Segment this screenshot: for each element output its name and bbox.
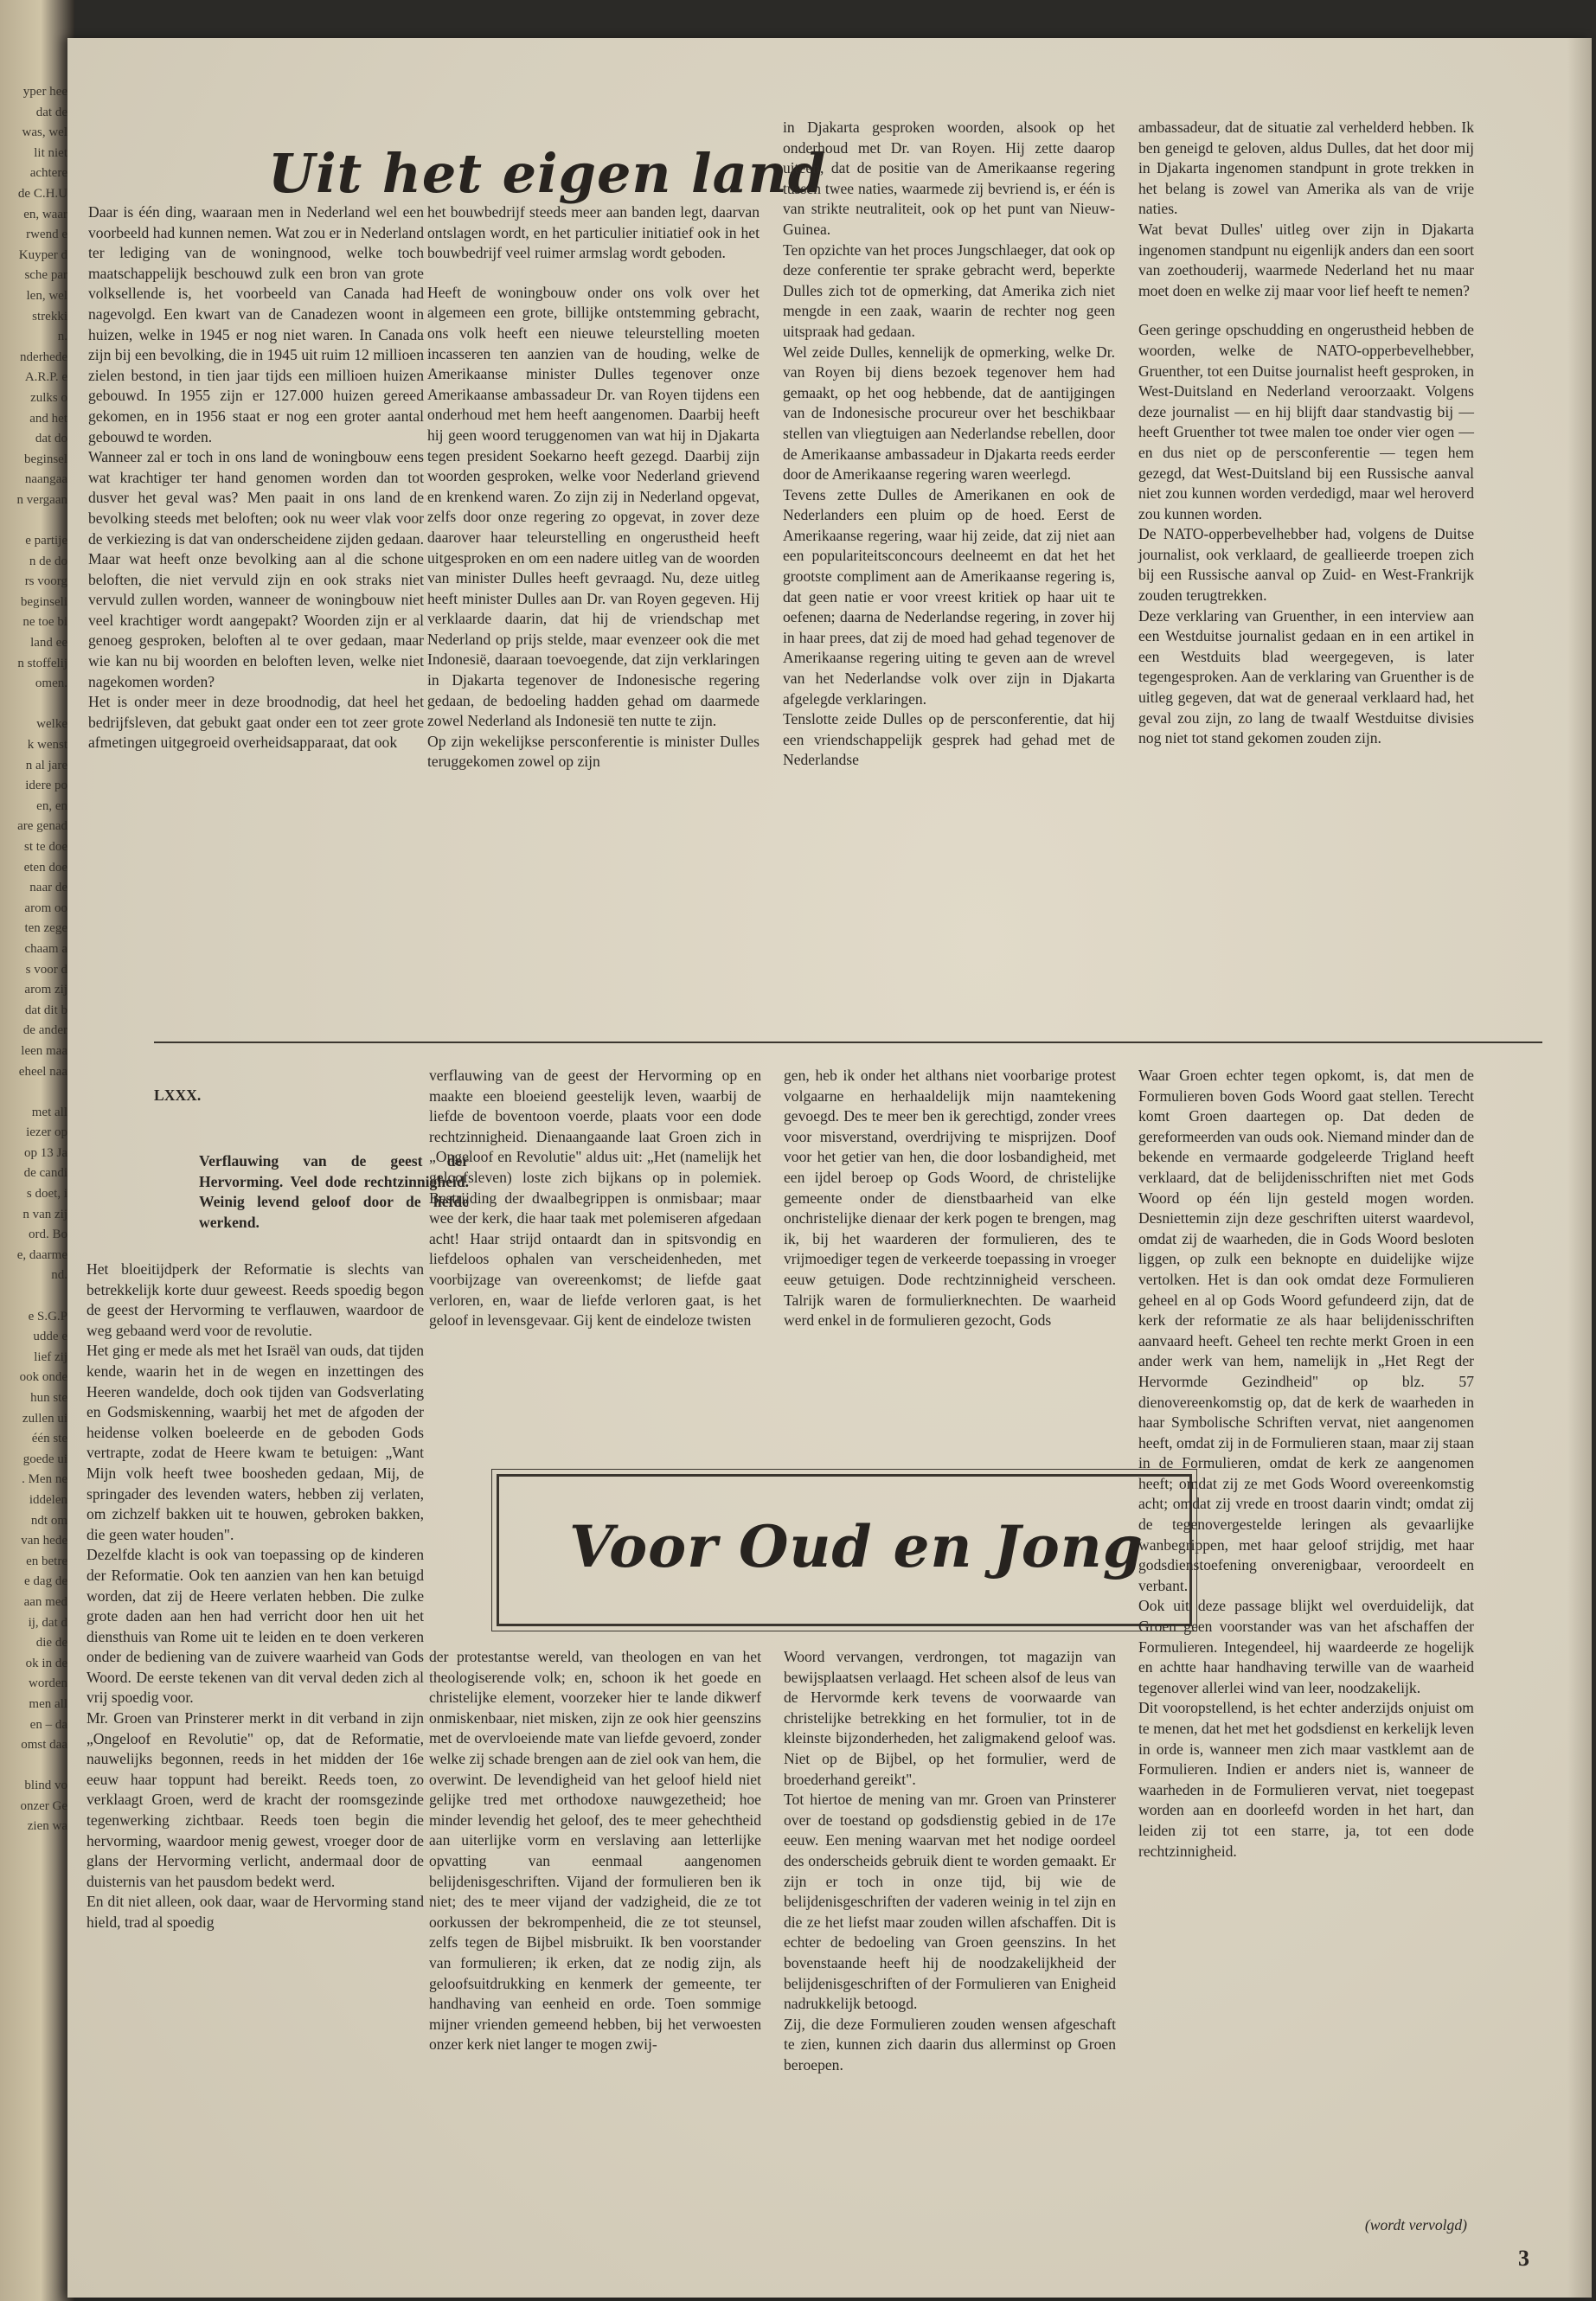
binding-line: zullen ui: [22, 1411, 67, 1426]
binding-line: n de do: [29, 554, 67, 568]
binding-line: blind vo: [24, 1779, 67, 1793]
paragraph: Heeft de woningbouw onder ons volk over het algemeen een grote, billijke ontstemming gebracht, ons volk heeft een nieuwe teleurstelling moeten incasseren ten aanzien van de houding, welke de Amerikaanse minister Dulles tegenover onze Amerikaanse ambassadeur Dr. van Royen tijdens een onderhoud met hem heeft aangenomen. Daarbij heeft hij geen woord teruggenomen van wat hij in Djakarta tegen president Soekarno heeft gezegd. Daarbij zijn woorden gesproken, welke voor Nederland grievend en krenkend waren. Zo zijn zij in Nederland opgevat, zelfs door onze regering zo opgevat, in zover deze daarover haar teleurstelling en ongerustheid heeft uitgesproken en om een nadere uitleg van de woorden van minister Dulles heeft gevraagd. Nu, deze uitleg heeft minister Dulles aan Dr. van Royen gegeven. Hij verklaarde daarin, dat hij de vriendschap met Nederland op prijs stelde, maar evenzeer ook die met Indonesië, daaraan toevoegende, dat zijn verklaringen in Djakarta tegenover de Indonesische regering gedaan, de bedoeling hadden gehad om daarmede zowel Nederland als Indonesië ten nutte te zijn.: [427, 283, 760, 730]
binding-line: achtere: [29, 166, 67, 181]
binding-line: leen maa: [21, 1043, 67, 1058]
binding-text: [2, 82, 67, 1837]
binding-line: hun ste: [30, 1391, 67, 1405]
paragraph: Mr. Groen van Prinsterer merkt in dit verband in zijn „Ongeloof en Revolutie" op, dat de Reformatie, nauwelijks begonnen, reeds in het midden der 16e eeuw haar toppunt had bereikt. Reeds toen, zo verklaagt Groen, werd de kracht der roomsgezinde tegenwerking zichtbaar. Reeds toen begin die hervorming, waardoor menig gewest, vroeger door de glans der Hervorming verlicht, andermaal door de duisternis van het pausdom bedekt werd.: [87, 1709, 424, 1890]
paragraph: Ook uit deze passage blijkt wel overduidelijk, dat Groen geen voorstander was van het afschaffen der Formulieren. Integendeel, hij waardeerde ze hogelijk en achtte haar handhaving terwille van de waarheid tegenover allerlei wind van leer, noodzakelijk.: [1138, 1597, 1474, 1696]
binding-line: en betre: [26, 1554, 67, 1568]
article-lead: Verflauwing van de geest der Hervorming. Veel dode rechtzinnigheid. Weinig levend geloof door de liefde werkend.: [199, 1152, 469, 1231]
binding-line: lit niet: [34, 145, 67, 160]
binding-line: één ste: [31, 1432, 67, 1446]
page-edge-shadow: [1567, 38, 1592, 2298]
section1-column-2: [427, 202, 760, 772]
binding-line: s voor d: [25, 962, 67, 977]
paragraph: Deze verklaring van Gruenther, in een interview aan een Westduitse journalist gedaan en in een artikel in een Westduits blad weergegeven, is later tegengesproken. Aan de verklaring van Gruenther is de uitleg gegeven, dat wat de generaal verklaard had, het geval zou zijn, zo lang de twaalf Westduitse divisies nog niet tot stand gekomen zouden zijn.: [1138, 606, 1474, 747]
section2-column-4: [1138, 1066, 1474, 1862]
binding-line: e partije: [25, 534, 67, 548]
binding-line: de candi: [23, 1166, 67, 1181]
paragraph: Het is onder meer in deze broodnodig, dat heel het bedrijfsleven, dat gebukt gaat onder een tot zeer grote afmetingen uitgegroeid overheidsapparaat, dat ook: [88, 693, 424, 752]
paragraph: der protestantse wereld, van theologen en van het theologiserende volk; en, schoon ik het goede en christelijke element, voorzeker hier te lande dikwerf onmiskenbaar, niet misken, zijn ze ook hier geenszins met de overvloeiende mate van liefde gevoerd, zonder welke zij schade brengen aan de ziel ook van hem, die overwint. De levendigheid van het geloof hield niet gelijke tred met orthodoxe nauwgezetheid; hoe minder levendig het geloof, des te meer gehechtheid aan uiterlijke vorm en verslaving aan letterlijke opvatting van eenmaal aangenomen belijdenisgeschriften. Vijand der formulieren ben ik niet; des te meer vijand der vadzigheid, die ze tot oorkussen der bekrompenheid, die ze tot steunsel, zelfs tegen de Bijbel misbruikt. Ik ben voorstander van formulieren; ik erken, dat ze nodig zijn, als geloofsuitdrukking en kenmerk der gemeente, ter handhaving van eenheid en orde. Toen sommige mijner vrienden gemeend hebben, bij het verwoesten onzer kerk niet langer te mogen zwij-: [429, 1648, 761, 2054]
binding-line: arom zij: [24, 983, 67, 997]
binding-line: omst daa: [21, 1738, 67, 1753]
binding-line: n van zij: [22, 1207, 67, 1221]
binding-line: e, daarme: [16, 1247, 67, 1262]
binding-line: [2, 695, 67, 715]
paragraph: Ten opzichte van het proces Jungschlaeger, dat ook op deze conferentie ter sprake gebracht werd, beperkte Dulles zich tot de opmerking, dat Amerika zich niet mengde in een zaak, waarin de rechter nog geen uitspraak had gedaan.: [783, 240, 1115, 340]
paragraph: ambassadeur, dat de situatie zal verhelderd hebben. Ik ben geneigd te geloven, aldus Dulles, dat het door mij in Djakarta ingenomen standpunt in grote trekken in het belang is zowel van Amerika als van de vrije naties.: [1138, 119, 1474, 218]
binding-line: die de: [35, 1636, 67, 1650]
binding-line: n vergaan: [16, 492, 67, 507]
binding-line: ne toe bi: [22, 615, 67, 630]
binding-line: ook onde: [19, 1370, 67, 1385]
page-number: 3: [1518, 2246, 1529, 2271]
binding-line: st te doe: [24, 839, 67, 854]
binding-line: beginsel: [24, 452, 67, 466]
paragraph: Geen geringe opschudding en ongerustheid hebben de woorden, welke de NATO-opperbevelhebber, Gruenther, tot een Duitse journalist heeft gesproken, in West-Duitsland en Nederland veroorzaakt. Volgens deze journalist — en hij blijft daar standvastig bij — heeft Gruenther tot twee malen toe onder vier ogen — en dus niet op de persconferentie — tegen hem gezegd, dat West-Duitsland bij een Russische aanval niet zou kunnen worden verdedigd, maar wel heroverd zou kunnen worden.: [1138, 321, 1474, 522]
binding-line: dat dit b: [24, 1003, 67, 1017]
binding-line: e dag de: [24, 1574, 67, 1589]
newspaper-page: [67, 38, 1592, 2298]
binding-line: A.R.P. e: [24, 370, 67, 385]
binding-line: onzer Ge: [20, 1798, 67, 1813]
binding-line: nderhede: [20, 349, 67, 364]
binding-line: n.: [57, 330, 67, 344]
binding-line: [2, 1286, 67, 1307]
paragraph: in Djakarta gesproken woorden, alsook op het onderhoud met Dr. van Royen. Hij zette daarop uiteen, dat de positie van de Amerikaanse regering tussen twee naties, waarmede zij bevriend is, er één is van strikte neutraliteit, ook op het punt van Nieuw-Guinea.: [783, 119, 1115, 238]
binding-line: ten zege: [24, 921, 67, 936]
section1-column-3: [783, 118, 1115, 771]
binding-line: iddelen: [29, 1492, 67, 1507]
binding-line: zulks o: [30, 390, 67, 405]
section1-column-4: [1138, 118, 1474, 749]
section-divider-line: [154, 1042, 1542, 1043]
paragraph: Tenslotte zeide Dulles op de persconferentie, dat hij een vriendschappelijk gesprek had gehad met de Nederlandse: [783, 710, 1115, 769]
paragraph: Woord vervangen, verdrongen, tot magazijn van bewijsplaatsen verlaagd. Het scheen alsof de leus van de Hervormde kerk tevens de voorwaarde van christelijke betrekking en het formulier, tot in de kleinste bijzonderheden, het zaligmakend geloof was. Niet op de Bijbel, op het formulier, werd de broederhand gereikt".: [784, 1648, 1116, 1788]
binding-line: s doet, i: [26, 1187, 67, 1202]
binding-line: en – da: [29, 1717, 67, 1732]
binding-line: goede ui: [22, 1452, 67, 1466]
binding-line: omen.: [35, 676, 67, 691]
binding-line: iezer op: [26, 1125, 67, 1140]
binding-line: ij, dat d: [28, 1615, 67, 1630]
binding-line: eheel naa: [18, 1064, 67, 1079]
binding-line: naangaa: [24, 472, 67, 487]
binding-line: land ee: [30, 636, 67, 651]
section1-column-1: [88, 202, 424, 753]
paragraph: Tot hiertoe de mening van mr. Groen van Prinsterer over de toestand op godsdienstig gebied in de 17e eeuw. Een mening waarvan met het nodige oordeel des onderscheids gebruik dient te worden gemaakt. Er zijn er toch in onze tijd, bij wie de belijdenisgeschriften der vaderen weinig in tel zijn en die ze het liefst maar zouden willen afschaffen. Dit is echter de bedoeling van Groen geenszins. In het bovenstaande heeft hij de noodzakelijkheid der belijdenisgeschriften of der Formulieren van Enigheid nadrukkelijk betoogd.: [784, 1791, 1116, 2013]
paragraph: Zij, die deze Formulieren zouden wensen afgeschaft te zien, kunnen zich daarin dus allerminst op Groen beroepen.: [784, 2015, 1116, 2073]
section-title-voor-oud-en-jong: Voor Oud en Jong: [569, 1513, 1144, 1580]
paragraph: Dezelfde klacht is ook van toepassing op de kinderen der Reformatie. Ook ten aanzien van hen kan betuigd worden, dat zij de Heere verlaten hebben. Die zulke grote daden aan hen had verricht door hen uit het diensthuis van Rome uit te leiden en te doen verkeren onder de bediening van de zuivere waarheid van Gods Woord. De eerste tekenen van dit verval deden zich al vrij spoedig voor.: [87, 1546, 424, 1707]
binding-line: men all: [29, 1696, 67, 1711]
binding-line: idere po: [25, 779, 67, 793]
binding-line: sche par: [24, 268, 67, 283]
binding-line: [2, 510, 67, 531]
binding-line: ok in de: [25, 1656, 67, 1670]
paragraph: En dit niet alleen, ook daar, waar de Hervorming stand hield, trad al spoedig: [87, 1893, 424, 1931]
section2-column-2-top: [429, 1066, 761, 1331]
binding-line: strekki: [32, 309, 67, 324]
binding-line: yper hee: [22, 85, 67, 99]
paragraph: Het bloeitijdperk der Reformatie is slechts van betrekkelijk korte duur geweest. Reeds spoedig begon de geest der Hervorming te verflauwen, waardoor de weg gebaand werd voor de revolutie.: [87, 1260, 424, 1339]
binding-line: chaam a: [24, 941, 67, 956]
paragraph: verflauwing van de geest der Hervorming op en maakte een bloeiend geestelijk leven, waarbij de liefde de boventoon voerde, plaats voor een dode rechtzinnigheid. Dienaangaande laat Groen zich in „Ongeloof en Revolutie" aldus uit: „Het (namelijk het geloofsleven) loste zich bijkans op in polemiek. Bestrijding der dwaalbegrippen is onmisbaar; maar wee der kerk, die haar taak met polemiseren afgedaan acht! Haar strijd ontaardt dan in spitsvondig en liefdeloos ophalen van verscheidenheden, met voorbijzage van overeenkomst; de liefde gaat verloren, en, waar de liefde verloren gaat, is het geloof in levensgevaar. Gij kent de eindeloze twisten: [429, 1067, 761, 1330]
binding-line: dat de: [35, 105, 67, 119]
paragraph: De NATO-opperbevelhebber had, volgens de Duitse journalist, ook verklaard, de geallieerde troepen zich bij een Russische aanval op Zuid- en West-Frankrijk zouden terugtrekken.: [1138, 525, 1474, 605]
binding-line: n stoffelij: [17, 656, 67, 670]
paragraph: Wanneer zal er toch in ons land de woningbouw eens wat krachtiger ter hand genomen worden dan tot dusver het geval was? Men paait in ons land de bevolking steeds met beloften; ook nu weer vlak voor de verkiezing is dat van onderscheidene zijden gedaan. Maar wat heeft onze bevolking aan al die schone beloften, die niet vervuld zijn en ook straks niet vervuld zullen worden, wanneer de woningbouw niet veel krachtiger wordt aangepakt? Woorden zijn er al genoeg gesproken, beloften al te over gedaan, maar wie kan nu bij woorden en beloften leven, welke niet nagekomen worden?: [88, 448, 424, 690]
binding-line: n al jare: [25, 758, 67, 772]
section2-column-3-top: [784, 1066, 1116, 1331]
series-number: LXXX.: [154, 1086, 202, 1104]
paragraph: Wat bevat Dulles' uitleg over zijn in Djakarta ingenomen standpunt nu eigenlijk anders dan een soort van zoethouderij, waarmede Nederland het nu maar moet doen en welke zij maar voor lief heeft te nemen?: [1138, 220, 1474, 299]
binding-line: en, waar: [23, 207, 67, 221]
binding-line: nd.: [51, 1268, 67, 1283]
binding-line: ord. Bo: [29, 1227, 67, 1242]
binding-line: rs voorg: [24, 574, 67, 589]
binding-line: [2, 1756, 67, 1777]
paragraph: Wel zeide Dulles, kennelijk de opmerking, welke Dr. van Royen bij diens bezoek tegenover hem had gemaakt, op het oog hebbende, dat de aantijgingen van de Indonesische procureur over het beschikbaar stellen van vliegtuigen aan Nederlandse rebellen, door de Amerikaanse ambassadeur in Djakarta reeds eerder door de Amerikaanse regering waren weerlegd.: [783, 343, 1115, 484]
binding-line: aan med: [23, 1594, 67, 1609]
binding-line: van hede: [21, 1534, 67, 1548]
binding-line: rwend e: [26, 228, 67, 242]
binding-line: dat do: [35, 432, 67, 446]
paragraph: Waar Groen echter tegen opkomt, is, dat men de Formulieren boven Gods Woord gaat stellen. Terecht komt Groen daartegen op. Dat deden de gereformeerden van ouds ook. Niemand minder dan de bekende en vermaarde godgeleerde Trigland heeft verklaard, dat de belijdenisschriften niet met Gods Woord op één lijn gesteld mogen worden. Desniettemin zijn deze geschriften uiterst waardevol, omdat zij de waarheden, die in Gods Woord besloten liggen, op zulk een beknopte en duidelijke wijze vertolken. Het is dan ook omdat deze Formulieren geheel en al op Gods Woord gefundeerd zijn, dat de kerk der reformatie ze als haar belijdenisschriften aanvaard heeft. Geheel ten rechte merkt Groen in een ander werk van hem, namelijk in „Het Regt der Hervormde Gezindheid" op blz. 57 dienovereenkomstig op, dat de kerk de waarheden in haar Symbolische Schriften vervat, niet aangenomen heeft, omdat zij in de Formulieren staan, maar zij staan in de Formulieren, omdat de kerk ze aangenomen heeft; omdat zij ze met Gods Woord overeenkomstig acht; omdat zij vrede en troost daarin vindt; omdat zij de tegenovergestelde leringen als gevaarlijke wanbegrippen, met haar geloof strijdig, met haar godsdienstoefening onverenigbaar, veroordeelt en verbant.: [1138, 1067, 1474, 1594]
binding-line: [2, 1082, 67, 1103]
paragraph: het bouwbedrijf steeds meer aan banden legt, daarvan ontslagen wordt, en het particulier initiatief ook in het bouwbedrijf veel ruimer armslag wordt geboden.: [427, 203, 760, 262]
binding-line: and het: [29, 411, 67, 426]
binding-line: arom oo: [24, 901, 67, 915]
binding-line: op 13 Ja: [24, 1145, 67, 1160]
binding-line: en, en: [36, 798, 67, 813]
section-title-uit-het-eigen-land: Uit het eigen land: [268, 142, 827, 205]
section2-column-2-bottom: [429, 1647, 761, 2055]
paragraph: Dit vooropstellend, is het echter anderzijds onjuist om te menen, dat het met het godsdienst en kerkelijk leven in orde is, wanneer men zich maar vastklemt aan de Formulieren. Indien er anders niet is, wanneer de waarheden in de Formulieren vervat, niet toegepast worden aan en doorleefd worden in het hart, dan leiden zij tot een starre, ja, tot een dode rechtzinnigheid.: [1138, 1699, 1474, 1860]
paragraph: Daar is één ding, waaraan men in Nederland wel een voorbeeld had kunnen nemen. Wat zou er in Nederland ter lediging van de woningnood, welke toch maatschappelijk beschouwd zulk een bron van grote volksellende is, het voorbeeld van Canada had nagevolgd. Een kwart van de Canadezen woont in huizen, welke in 1945 er nog niet waren. In Canada zijn bij een bevolking, die in 1945 uit ruim 12 millioen zielen bestond, in tien jaar tijds een millioen huizen gebouwd. In 1955 zijn er 127.000 huizen gereed gekomen, en in 1956 staat er nog een groter aantal gebouwd te worden.: [88, 203, 424, 445]
binding-line: ndt om: [30, 1513, 67, 1528]
paragraph: Tevens zette Dulles de Amerikanen en ook de Nederlanders een pluim op de hoed. Eerst de Amerikaanse regering, waar hij zeide, dat zij niet aan een populariteitsconcours deelneemt en dat het het grootste compliment aan de Amerikaanse regering is, dat geen natie er voor vreest kritiek op haar uit te oefenen; daarna de Nederlandse regering, in zover hij in haar prees, dat zij de moed had gehad tegenover de Amerikaanse regering uiting te geven aan de wrevel van het Nederlandse volk over zijn in Djakarta afgelegde verklaringen.: [783, 485, 1115, 708]
binding-line: was, wel: [22, 125, 67, 140]
binding-line: de C.H.U: [17, 186, 67, 201]
binding-line: met all: [31, 1105, 67, 1119]
paragraph: Op zijn wekelijkse persconferentie is minister Dulles teruggekomen zowel op zijn: [427, 732, 760, 771]
paragraph: gen, heb ik onder het althans niet voorbarige protest volgaarne en herhaaldelijk mijn naamtekening gevoegd. Des te meer ben ik gerechtigd, zonder vrees voor misverstand, overdrijving te misprijzen. Doof voor het getier van hen, die door losbandigheid, met een ijdel beroep op Gods Woord, de christelijke gemeente onder de dienstbaarheid van elke onchristelijke dienaar der kerk pogen te brengen, mag ik, bij het waarderen der formulieren, des te vrijmoediger tegen de verkeerde toepassing in vroeger eeuw getuigen. Dode rechtzinnigheid verscheen. Talrijk waren de formulierknechten. De waarheid werd enkel in de formulieren gezocht, Gods: [784, 1067, 1116, 1330]
binding-line: udde e: [33, 1330, 67, 1344]
binding-gutter: [0, 0, 74, 2301]
binding-line: worden: [29, 1676, 67, 1691]
binding-line: eten doe: [23, 860, 67, 875]
binding-line: lief zij: [34, 1349, 67, 1364]
binding-line: zien wa: [27, 1819, 67, 1834]
binding-line: are genad: [17, 819, 67, 834]
binding-line: len, wel: [26, 288, 67, 303]
binding-line: beginseli: [20, 594, 67, 609]
binding-line: . Men ne: [22, 1472, 67, 1487]
binding-line: k wenst: [27, 738, 67, 752]
binding-line: Kuyper d: [18, 247, 67, 262]
binding-line: e S.G.P: [28, 1309, 67, 1324]
binding-line: welke: [36, 717, 67, 732]
binding-line: naar de: [29, 881, 67, 895]
binding-line: de ander: [22, 1023, 67, 1038]
section2-column-3-bottom: [784, 1647, 1116, 2075]
to-be-continued-note: (wordt vervolgd): [1364, 2216, 1467, 2234]
section2-column-1: [87, 1259, 424, 1933]
paragraph: Het ging er mede als met het Israël van ouds, dat tijden kende, waarin het in de wegen en inzettingen des Heeren wandelde, doch ook tijden van Godsverlating en Godsmiskenning, waarbij het met de afgoden der heidense volken boeleerde en de geboden Gods vertrapte, zodat de Heere kwam te betuigen: „Want Mijn volk heeft twee boosheden gedaan, Mij, de springader des levenden waters, hebben zij verlaten, om zichzelf bakken uit te houwen, gebroken bakken, die geen water houden".: [87, 1342, 424, 1543]
